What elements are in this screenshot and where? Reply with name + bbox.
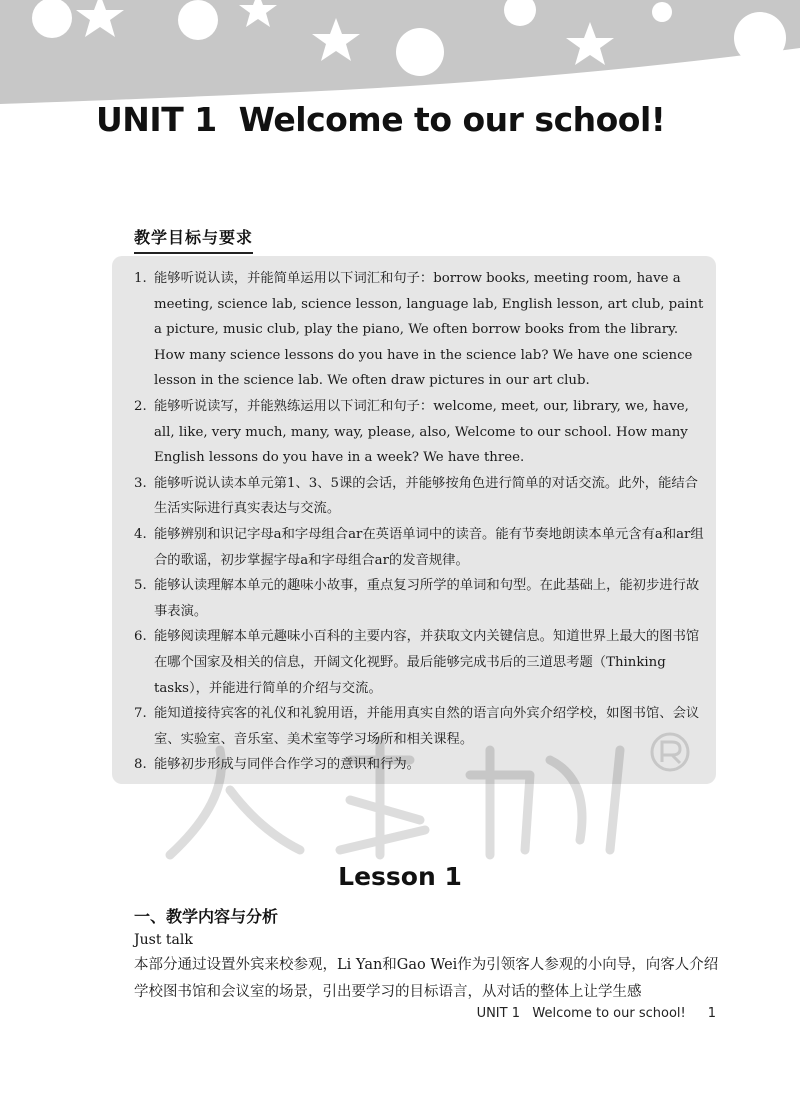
objective-text: 能够辨别和识记字母a和字母组合ar在英语单词中的读音。能有节奏地朗读本单元含有a和ar组合的歌谣，初步掌握字母a和字母组合ar的发音规律。 <box>154 526 704 568</box>
objectives-heading: 教学目标与要求 <box>134 225 253 254</box>
objective-number: 4. <box>134 526 147 542</box>
objective-number: 6. <box>134 629 147 645</box>
objective-item-1 <box>134 266 706 394</box>
objectives-list <box>134 266 706 778</box>
unit-label: UNIT 1 <box>96 100 217 139</box>
objective-number: 2. <box>134 398 147 414</box>
objective-text: 能够听说读写，并能熟练运用以下词汇和句子：welcome, meet, our, library, we, have, all, like, very much, many, way, please, also, Welcome to our school. How many English lessons do you have in a week? We have three. <box>154 398 689 466</box>
body-paragraph: 本部分通过设置外宾来校参观，Li Yan和Gao Wei作为引领客人参观的小向导，向客人介绍学校图书馆和会议室的场景，引出要学习的目标语言，从对话的整体上让学生感 <box>134 957 719 1000</box>
section-heading: 一、教学内容与分析 <box>134 907 279 926</box>
objective-number: 7. <box>134 706 147 722</box>
objective-text: 能知道接待宾客的礼仪和礼貌用语，并能用真实自然的语言向外宾介绍学校，如图书馆、会议室、实验室、音乐室、美术室等学习场所和相关课程。 <box>154 706 700 747</box>
objective-text: 能够初步形成与同伴合作学习的意识和行为。 <box>154 757 420 773</box>
objective-item-2 <box>134 394 706 471</box>
objective-item-6 <box>134 624 706 701</box>
page-footer <box>477 1006 716 1021</box>
objective-text: 能够听说认读本单元第1、3、5课的会话，并能够按角色进行简单的对话交流。此外，能结合生活实际进行真实表达与交流。 <box>154 475 698 517</box>
lesson-title: Lesson 1 <box>338 862 462 891</box>
objective-text: 能够听说认读，并能简单运用以下词汇和句子：borrow books, meeting room, have a meeting, science lab, science lesson, language lab, English lesson, art club, paint a picture, music club, play the piano, We often borrow books from the library. How many science lessons do you have in the science lab? We have one science lesson in the science lab. We often draw pictures in our art club. <box>154 271 704 389</box>
objectives-box <box>112 256 716 784</box>
objective-number: 5. <box>134 578 147 594</box>
objective-number: 1. <box>134 271 147 286</box>
banner-decoration <box>0 0 800 110</box>
objective-number: 8. <box>134 757 147 773</box>
unit-title-text: Welcome to our school! <box>238 100 666 139</box>
objective-item-4 <box>134 522 706 573</box>
objective-number: 3. <box>134 475 147 491</box>
objective-item-5 <box>134 573 706 624</box>
objective-item-7 <box>134 701 706 752</box>
header-banner <box>0 0 800 110</box>
sub-heading: Just talk <box>134 932 193 948</box>
unit-title <box>96 100 665 139</box>
footer-running-title: UNIT 1 Welcome to our school! <box>476 1006 686 1021</box>
objective-text: 能够认读理解本单元的趣味小故事，重点复习所学的单词和句型。在此基础上，能初步进行故事表演。 <box>154 578 700 619</box>
objective-item-3 <box>134 471 706 522</box>
objective-item-8 <box>134 752 706 778</box>
objective-text: 能够阅读理解本单元趣味小百科的主要内容，并获取文内关键信息。知道世界上最大的图书馆在哪个国家及相关的信息，开阔文化视野。最后能够完成书后的三道思考题（Thinking tasks），并能进行简单的介绍与交流。 <box>154 629 700 696</box>
page-number: 1 <box>707 1006 716 1021</box>
